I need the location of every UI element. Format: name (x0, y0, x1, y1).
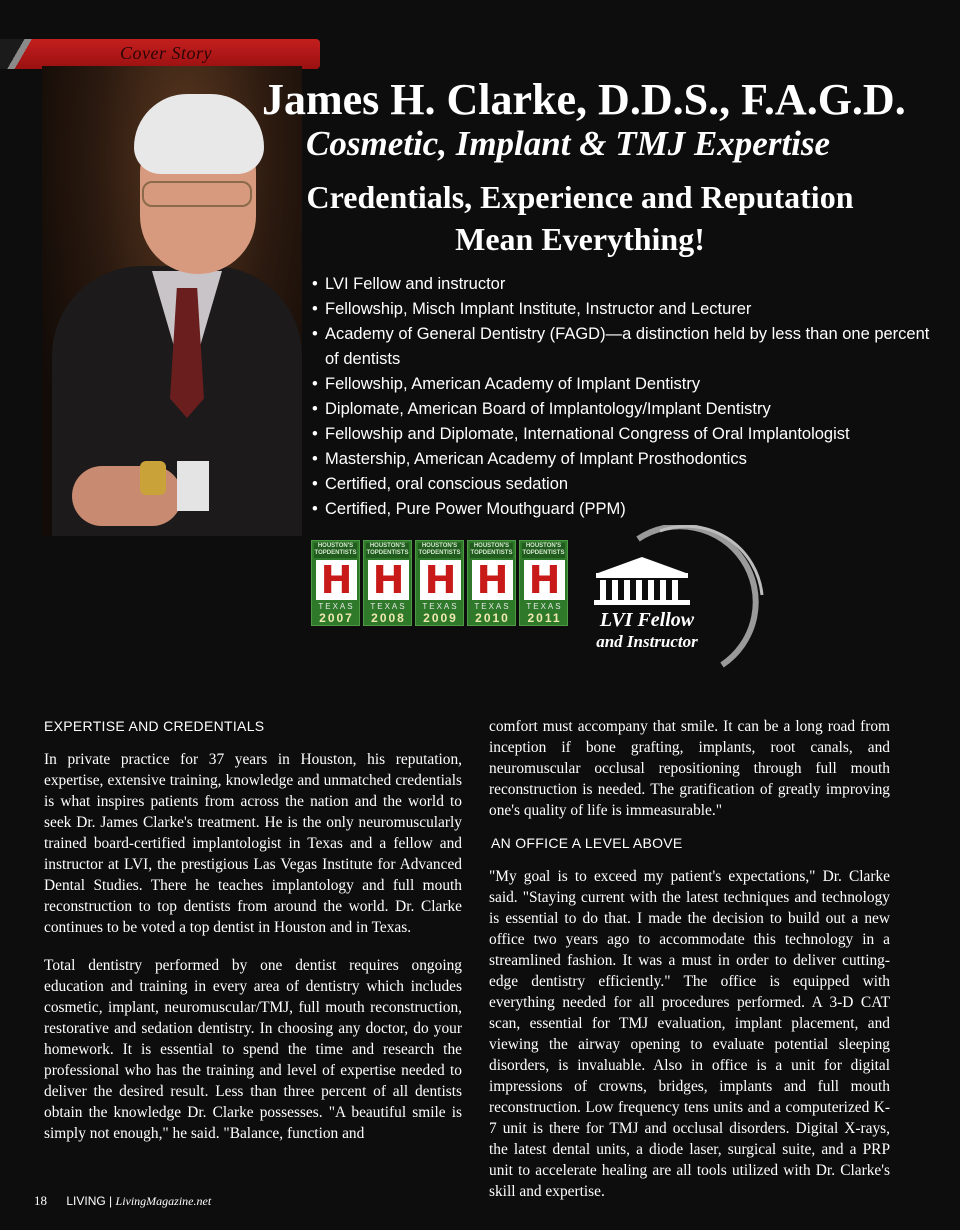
credential-item: • Fellowship, American Academy of Implant Dentistry (312, 372, 932, 397)
top-dentist-awards (311, 540, 568, 626)
page-subtitle: Cosmetic, Implant & TMJ Expertise (306, 124, 831, 163)
award-year: 2010 (475, 611, 510, 625)
award-year: 2011 (527, 611, 562, 625)
tagline-line-1: Credentials, Experience and Reputation (306, 179, 854, 215)
magazine-site: LivingMagazine.net (115, 1194, 212, 1208)
page-footer (34, 1193, 211, 1209)
article-column-right (472, 716, 890, 1202)
article-paragraph: "My goal is to exceed my patient's expectations," Dr. Clarke said. "Staying current with the latest techniques and technology is essential to do that. I made the decision to build out a new office two years ago to accommodate this technology in a streamlined fashion. It was a must in order to deliver cutting-edge dentistry efficiently." The office is equipped with everything needed for all procedures performed. A 3-D CAT scan, essential for TMJ evaluation, implant placement, and viewing the airway opening to evaluate potential sleeping disorders, is invaluable. Also in office is a unit for digital impressions of crowns, bridges, implants and full mouth reconstruction. Low frequency tens units and a computerized K-7 unit is there for TMJ and occlusal disorders. Digital X-rays, the latest dental units, a diode laser, surgical suite, and a PRP unit to accelerate healing are all tools utilized with Dr. Clarke's skill and expertise. (489, 868, 890, 1200)
award-year: 2009 (423, 611, 458, 625)
section-label: Cover Story (120, 43, 212, 63)
award-badge: HOUSTON'S TOPDENTISTS H TEXAS 2009 (415, 540, 464, 626)
magazine-name: LIVING (66, 1194, 106, 1208)
award-badge: HOUSTON'S TOPDENTISTS H TEXAS 2011 (519, 540, 568, 626)
tagline (300, 176, 860, 260)
credential-item: • Certified, oral conscious sedation (312, 472, 932, 497)
credential-item: • Diplomate, American Board of Implantology/Implant Dentistry (312, 397, 932, 422)
section-heading: EXPERTISE AND CREDENTIALS (44, 718, 265, 734)
article-paragraph: Total dentistry performed by one dentist requires ongoing education and training in every area of dentistry which includes cosmetic, implant, neuromuscular/TMJ, full mouth reconstruction, restorative and sedation dentistry. In choosing any doctor, do your homework. It is essential to spend the time and research the professional who has the training and level of expertise needed to deliver the desired result. Less than three percent of all dentists obtain the knowledge Dr. Clarke possesses. "A beautiful smile is simply not enough," he said. "Balance, function and (44, 957, 462, 1142)
award-badge: HOUSTON'S TOPDENTISTS H TEXAS 2007 (311, 540, 360, 626)
lvi-temple-icon (572, 525, 768, 675)
credential-item: • Fellowship, Misch Implant Institute, Instructor and Lecturer (312, 297, 932, 322)
lvi-badge-text: LVI Fellow and Instructor (596, 609, 698, 651)
credential-item: • Fellowship and Diplomate, International Congress of Oral Implantologist (312, 422, 932, 447)
section-heading: AN OFFICE A LEVEL ABOVE (491, 835, 683, 851)
credential-item: • Mastership, American Academy of Implant Prosthodontics (312, 447, 932, 472)
article-paragraph: In private practice for 37 years in Houston, his reputation, expertise, extensive training, knowledge and unmatched credentials is what inspires patients from across the nation and the world to seek Dr. James Clarke's treatment. He is the only neuromuscularly trained board-certified implantologist in Texas and a fellow and instructor at LVI, the prestigious Las Vegas Institute for Advanced Dental Studies. There he teaches implantology and full mouth reconstruction to top dentists from around the world. Dr. Clarke continues to be voted a top dentist in Houston and in Texas. (44, 751, 462, 936)
portrait-photo (42, 66, 302, 536)
page-title: James H. Clarke, D.D.S., F.A.G.D. (262, 75, 906, 124)
award-year: 2007 (319, 611, 354, 625)
award-badge: HOUSTON'S TOPDENTISTS H TEXAS 2010 (467, 540, 516, 626)
credential-item: • Certified, Pure Power Mouthguard (PPM) (312, 497, 932, 522)
lvi-fellow-badge (572, 525, 768, 675)
credential-item: • LVI Fellow and instructor (312, 272, 932, 297)
ribbon-accent (0, 39, 44, 69)
credentials-list (312, 272, 932, 522)
tagline-line-2: Mean Everything! (455, 221, 705, 257)
credential-item: • Academy of General Dentistry (FAGD)—a distinction held by less than one percent of dentists (312, 322, 932, 372)
article-column-left (44, 716, 462, 1144)
footer-separator: | (109, 1194, 113, 1208)
article-paragraph: comfort must accompany that smile. It can be a long road from inception if bone grafting, implants, root canals, and neuromuscular occlusal repositioning through full mouth reconstruction is needed. The gratification of greatly improving one's quality of life is immeasurable." (489, 718, 890, 819)
award-year: 2008 (371, 611, 406, 625)
award-badge: HOUSTON'S TOPDENTISTS H TEXAS 2008 (363, 540, 412, 626)
page-number: 18 (34, 1193, 47, 1208)
